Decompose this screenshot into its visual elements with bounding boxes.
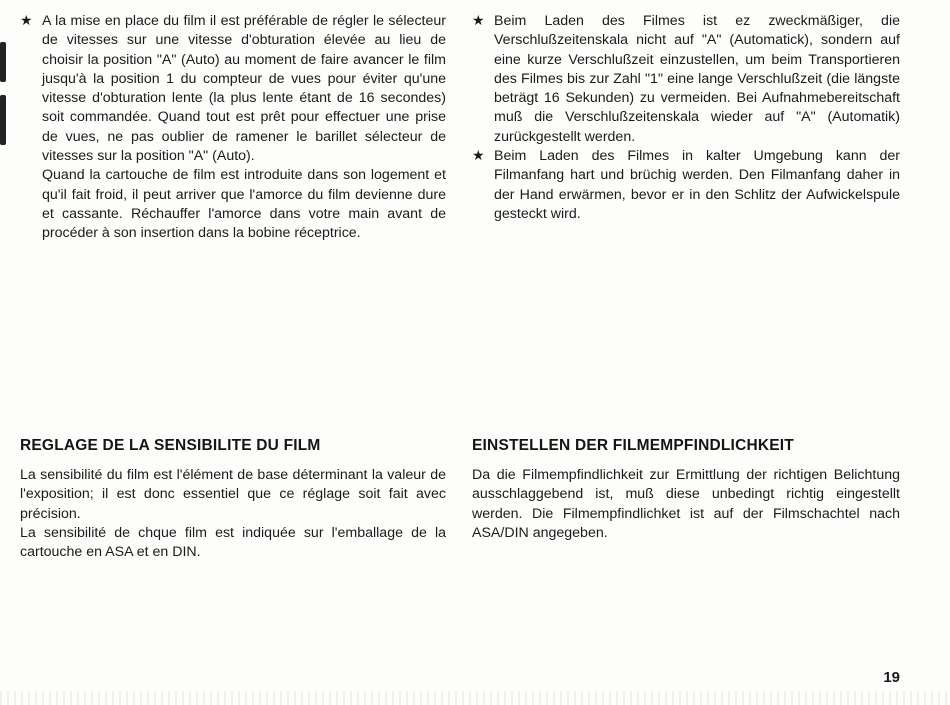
german-section-heading: EINSTELLEN DER FILMEMPFINDLICHKEIT <box>472 437 794 454</box>
bullet-continuation: Quand la cartouche de film est introduite dans son logement et qu'il fait froid, il peut arriver que l'amorce du film devienne dure et cassante. Réchauffer l'amorce dans votre main avant de procéder à son insertion dans la bobine réceptrice. <box>42 167 446 242</box>
german-film-speed-text <box>472 466 900 543</box>
french-section-heading: REGLAGE DE LA SENSIBILITE DU FILM <box>20 437 321 454</box>
binding-mark <box>0 95 6 145</box>
bullet-text: A la mise en place du film il est préférable de régler le sélecteur de vitesses sur une vitesse d'obturation élevée au lieu de choisir la position "A" (Auto) au moment de faire avancer le film jusqu'à la position 1 du compteur de vues pour éviter qu'une vitesse d'obturation lente (la plus lente étant de 16 secondes) soit commandée. Quand tout est prêt pour effectuer une prise de vues, ne pas oublier de ramener le barillet sélecteur de vitesses sur la position "A" (Auto). <box>42 13 446 165</box>
paragraph: La sensibilité du film est l'élément de base déterminant la valeur de l'exposition; il est donc essentiel que ce réglage soit fait avec précision. <box>20 467 446 522</box>
bullet-text: Beim Laden des Filmes ist ez zweckmäßiger, die Verschlußzeitenskala nicht auf "A" (Automatick), sondern auf eine kurze Verschlußzeit einzustellen, um beim Transportieren des Filmes bis zur Zahl "1" eine lange Verschlußzeit (die längste beträgt 16 Sekunden) zu vermeiden. Bei Aufnahmebereitschaft muß die Verschlußzeitenskala wieder auf "A" (Automatik) zurückgestellt werden. <box>494 13 900 145</box>
french-film-speed-text <box>20 466 446 562</box>
star-bullet-icon: ★ <box>472 148 485 165</box>
german-instructions <box>472 12 900 224</box>
star-bullet-icon: ★ <box>20 13 33 29</box>
binding-mark <box>0 42 6 82</box>
scan-noise <box>0 691 950 705</box>
french-instructions <box>20 12 446 244</box>
paragraph: Da die Filmempfindlichkeit zur Ermittlung der richtigen Belichtung ausschlaggebend ist, muß diese unbedingt richtig eingestellt werden. Die Filmempfindlichket ist auf der Filmschachtel nach ASA/DIN angegeben. <box>472 467 900 541</box>
bullet-item <box>472 12 900 147</box>
bullet-item <box>472 147 900 224</box>
star-bullet-icon: ★ <box>472 13 485 29</box>
page-number: 19 <box>883 669 900 686</box>
paragraph: La sensibilité de chque film est indiquée sur l'emballage de la cartouche en ASA et en DIN. <box>20 524 446 561</box>
bullet-text: Beim Laden des Filmes in kalter Umgebung kann der Filmanfang hart und brüchig werden. Den Filmanfang daher in der Hand erwärmen, bevor er in den Schlitz der Aufwickelspule gesteckt wird. <box>494 148 900 222</box>
bullet-item <box>20 12 446 166</box>
